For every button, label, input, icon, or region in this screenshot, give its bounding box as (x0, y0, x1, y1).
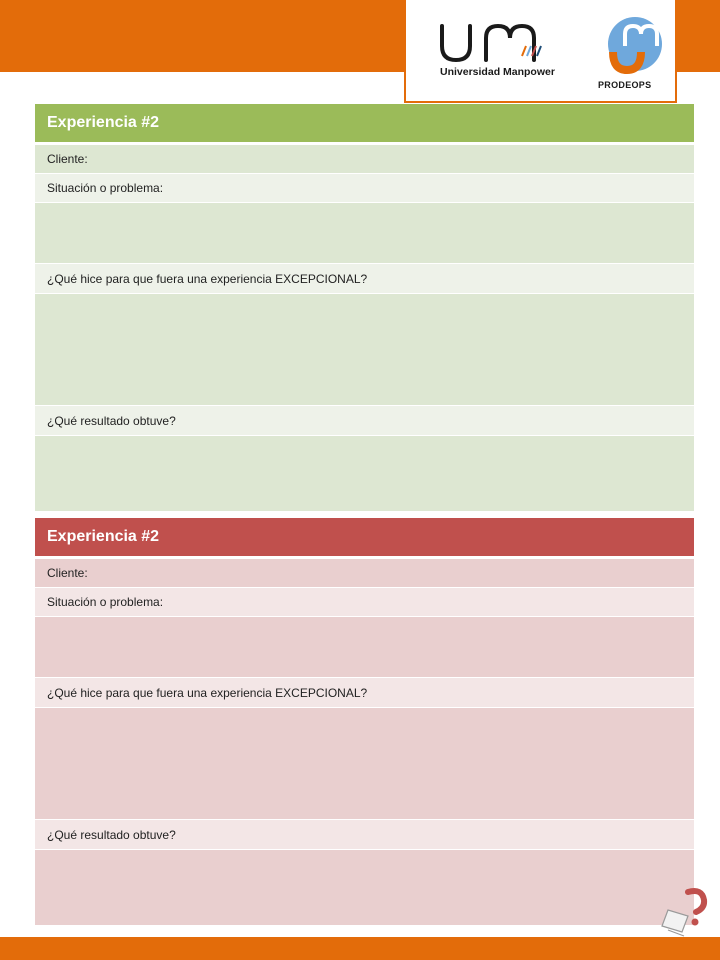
result-field[interactable] (35, 850, 694, 926)
situation-field[interactable] (35, 617, 694, 678)
experience-card-green (35, 104, 694, 512)
experience-card-red (35, 518, 694, 926)
card-title: Experiencia #2 (35, 518, 694, 559)
situation-field[interactable] (35, 203, 694, 264)
exceptional-label: ¿Qué hice para que fuera una experiencia EXCEPCIONAL? (35, 678, 694, 708)
bottom-banner (0, 937, 720, 960)
corner-decoration-icon (658, 886, 708, 938)
client-label: Cliente: (35, 559, 694, 588)
client-label: Cliente: (35, 145, 694, 174)
situation-label: Situación o problema: (35, 588, 694, 617)
situation-label: Situación o problema: (35, 174, 694, 203)
prodeops-name: PRODEOPS (598, 80, 652, 90)
card-title: Experiencia #2 (35, 104, 694, 145)
result-label: ¿Qué resultado obtuve? (35, 406, 694, 436)
exceptional-field[interactable] (35, 294, 694, 406)
prodeops-logo (589, 12, 669, 82)
universidad-manpower-name: Universidad Manpower (440, 66, 555, 78)
exceptional-label: ¿Qué hice para que fuera una experiencia EXCEPCIONAL? (35, 264, 694, 294)
result-field[interactable] (35, 436, 694, 512)
result-label: ¿Qué resultado obtuve? (35, 820, 694, 850)
exceptional-field[interactable] (35, 708, 694, 820)
logo-panel (404, 0, 677, 103)
